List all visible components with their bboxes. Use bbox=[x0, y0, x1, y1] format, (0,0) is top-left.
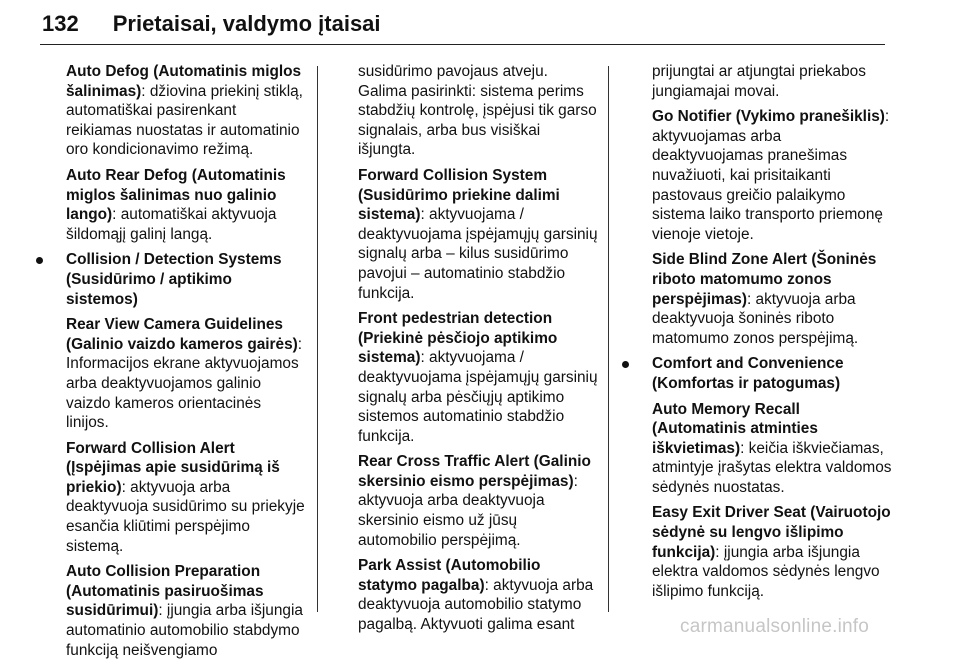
term-description: : įjungia arba išjungia elektra valdomos sėdynės lengvo išlipimo funkciją. bbox=[652, 543, 880, 600]
term-description: : Informacijos ekrane aktyvuojamos arba deaktyvuojamos galinio vaizdo kameros orientacinės linijos. bbox=[66, 335, 303, 432]
term-heading: Auto Collision Preparation (Automatinis pasiruošimas susidūrimui) bbox=[66, 563, 264, 620]
term-heading: Go Notifier (Vykimo pranešiklis) bbox=[652, 108, 885, 126]
paragraph bbox=[358, 556, 598, 634]
page-number: 132 bbox=[42, 11, 79, 36]
term-heading: Park Assist (Automobilio statymo pagalba) bbox=[358, 557, 541, 594]
term-description: : aktyvuoja arba deaktyvuoja skersinio eismo už jūsų automobilio perspėjimą. bbox=[358, 472, 578, 549]
bullet-item bbox=[652, 354, 892, 393]
term-description: : aktyvuojamas arba deaktyvuojamas pranešimas nuvažiuoti, kai prisitaikanti pastovaus greičio palaikymo sistema laiko transporto priemonę vienoje vietoje. bbox=[652, 108, 890, 243]
term-description: : aktyvuojama / deaktyvuojama įspėjamųjų garsinių signalų arba pėsčiųjų aptikimo sistemos automatinio stabdžio funkcija. bbox=[358, 349, 598, 445]
term-heading: Easy Exit Driver Seat (Vairuotojo sėdynė su lengvo išlipimo funkcija) bbox=[652, 504, 891, 561]
term-heading: Rear View Camera Guidelines (Galinio vaizdo kameros gairės) bbox=[66, 316, 298, 353]
term-description: : aktyvuoja arba deaktyvuoja susidūrimo su priekyje esančia kliūtimi perspėjimo sistemą. bbox=[66, 478, 305, 555]
term-description: : džiovina priekinį stiklą, automatiškai pasirenkant reikiamas nuostatas ir automatinio oro kondicionavimo režimą. bbox=[66, 82, 303, 159]
term-description: prijungtai ar atjungtai priekabos jungiamajai movai. bbox=[652, 63, 866, 100]
term-heading: Rear Cross Traffic Alert (Galinio skersinio eismo perspėjimas) bbox=[358, 453, 591, 490]
paragraph bbox=[66, 439, 306, 557]
bullet-icon bbox=[36, 257, 43, 264]
paragraph bbox=[652, 62, 892, 101]
column-divider bbox=[608, 66, 609, 612]
term-description: susidūrimo pavojaus atveju. Galima pasirinkti: sistema perims stabdžių kontrolę, įspėjusi tik garso signalais, arba bus visiškai išjungta. bbox=[358, 63, 597, 159]
page-title: Prietaisai, valdymo įtaisai bbox=[112, 11, 381, 36]
paragraph bbox=[358, 166, 598, 303]
term-heading: Forward Collision System (Susidūrimo priekine dalimi sistema) bbox=[358, 166, 560, 224]
column-1 bbox=[66, 62, 306, 666]
paragraph bbox=[652, 250, 892, 348]
paragraph bbox=[652, 503, 892, 601]
term-heading: Side Blind Zone Alert (Šoninės riboto matomumo zonos perspėjimas) bbox=[652, 251, 877, 308]
column-divider bbox=[317, 66, 318, 612]
page-header bbox=[40, 4, 885, 45]
paragraph bbox=[652, 400, 892, 498]
bullet-item bbox=[66, 250, 306, 309]
term-description: : aktyvuoja arba deaktyvuoja šoninės riboto matomumo zonos perspėjimą. bbox=[652, 290, 859, 347]
term-description: : aktyvuojama / deaktyvuojama įspėjamųjų garsinių signalų arba – kilus susidūrimo pavojui – automatinio stabdžio funkcija. bbox=[358, 206, 598, 302]
paragraph bbox=[358, 309, 598, 446]
term-description: : aktyvuoja arba deaktyvuoja automobilio statymo pagalbą. Aktyvuoti galima esant bbox=[358, 576, 594, 634]
paragraph bbox=[66, 562, 306, 660]
paragraph bbox=[66, 315, 306, 433]
paragraph bbox=[66, 62, 306, 160]
term-heading: Forward Collision Alert (Įspėjimas apie susidūrimą iš priekio) bbox=[66, 439, 280, 496]
paragraph bbox=[358, 62, 598, 160]
paragraph bbox=[652, 107, 892, 244]
term-description: : automatiškai aktyvuoja šildomąjį galinį langą. bbox=[66, 206, 277, 243]
term-description: : keičia iškviečiamas, atmintyje įrašytas elektra valdomos sėdynės nuostatas. bbox=[652, 439, 892, 496]
term-heading: Auto Defog (Automatinis miglos šalinimas) bbox=[66, 63, 302, 100]
term-heading: Auto Rear Defog (Automatinis miglos šalinimas nuo galinio lango) bbox=[66, 166, 286, 224]
term-heading: Front pedestrian detection (Priekinė pėsčiojo aptikimo sistema) bbox=[358, 310, 558, 367]
column-3 bbox=[652, 62, 892, 607]
section-heading: Comfort and Convenience (Komfortas ir patogumas) bbox=[652, 355, 844, 392]
column-2 bbox=[358, 62, 598, 641]
term-description: : įjungia arba išjungia automatinio automobilio stabdymo funkciją neišvengiamo bbox=[66, 602, 303, 659]
paragraph bbox=[66, 166, 306, 244]
watermark: carmanualsonline.info bbox=[680, 616, 870, 637]
section-heading: Collision / Detection Systems (Susidūrimo / aptikimo sistemos) bbox=[66, 251, 282, 308]
term-heading: Auto Memory Recall (Automatinis atminties iškvietimas) bbox=[652, 400, 818, 457]
paragraph bbox=[358, 452, 598, 550]
bullet-icon bbox=[622, 361, 629, 368]
